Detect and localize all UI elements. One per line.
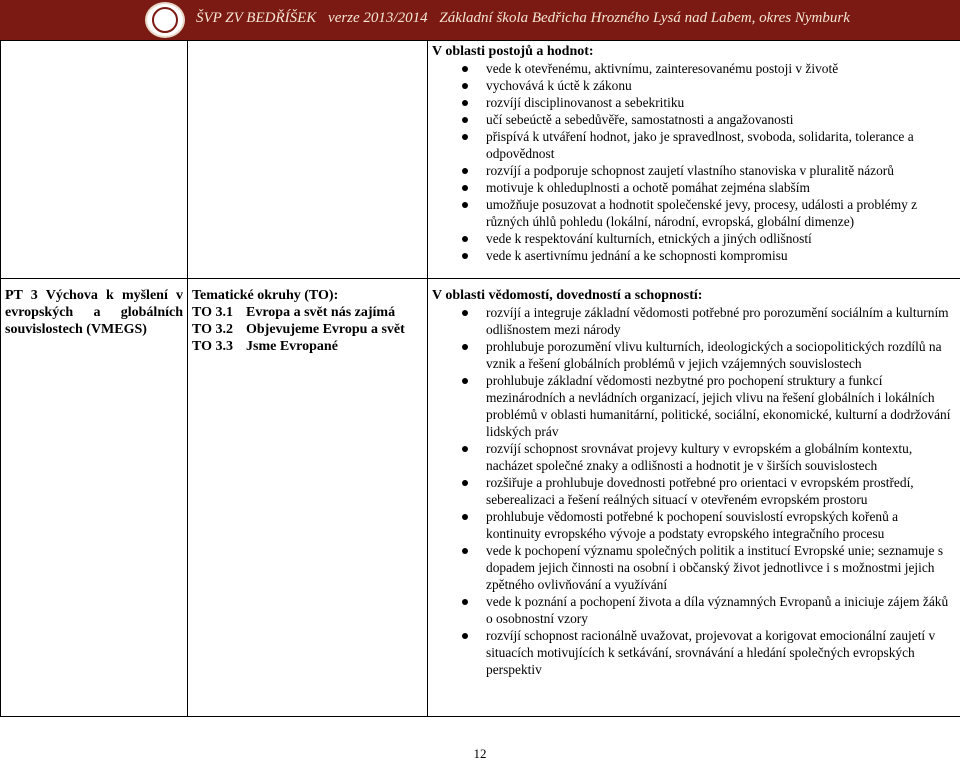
list-item: rozvíjí schopnost srovnávat projevy kultury v evropském a globálním kontextu, nacházet společné znaky a odlišnosti a hodnotit je v širších souvislostech — [432, 440, 956, 474]
header-program: ŠVP ZV BEDŘÍŠEK — [196, 10, 316, 26]
list-item: rozvíjí disciplinovanost a sebekritiku — [432, 94, 956, 111]
school-logo-icon — [145, 2, 185, 38]
list-item: prohlubuje porozumění vlivu kulturních, ideologických a sociopolitických rozdílů na vznik a řešení globálních problémů v jejich vzájemných souvislostech — [432, 338, 956, 372]
header-version: verze 2013/2014 — [328, 10, 428, 26]
list-item: vede k asertivnímu jednání a ke schopnosti kompromisu — [432, 247, 956, 264]
to-label: Evropa a svět nás zajímá — [246, 304, 395, 321]
to-item — [192, 338, 423, 355]
table-row — [1, 41, 960, 279]
empty-cell-pt — [1, 41, 188, 279]
header-title — [196, 10, 858, 27]
pt-title: PT 3 Výchova k myšlení v evropských a globálních souvislostech (VMEGS) — [5, 287, 183, 338]
to-label: Objevujeme Evropu a svět — [246, 321, 405, 338]
to-title: Tematické okruhy (TO): — [192, 287, 423, 304]
list-item: vede k otevřenému, aktivnímu, zainteresovanému postoji v životě — [432, 60, 956, 77]
pt-cell — [1, 279, 188, 717]
to-code: TO 3.1 — [192, 304, 246, 321]
attitudes-title: V oblasti postojů a hodnot: — [432, 43, 956, 60]
to-code: TO 3.3 — [192, 338, 246, 355]
list-item: rozvíjí schopnost racionálně uvažovat, projevovat a korigovat emocionální zaujetí v situacích motivujících k setkávání, srovnávání a hledání společných evropských perspektiv — [432, 627, 956, 678]
list-item: rozvíjí a integruje základní vědomosti potřebné pro porozumění sociálním a kulturním odlišnostem mezi národy — [432, 304, 956, 338]
list-item: prohlubuje vědomosti potřebné k pochopení souvislostí evropských kořenů a kontinuity evropského vývoje a podstaty evropského integračního procesu — [432, 508, 956, 542]
header-school: Základní škola Bedřicha Hrozného Lysá nad Labem, okres Nymburk — [439, 10, 850, 26]
to-item — [192, 321, 423, 338]
knowledge-title: V oblasti vědomostí, dovedností a schopností: — [432, 287, 956, 304]
list-item: učí sebeúctě a sebedůvěře, samostatnosti a angažovanosti — [432, 111, 956, 128]
list-item: vede k respektování kulturních, etnických a jiných odlišností — [432, 230, 956, 247]
table-row — [1, 279, 960, 717]
attitudes-list — [432, 60, 956, 264]
list-item: vychovává k úctě k zákonu — [432, 77, 956, 94]
to-code: TO 3.2 — [192, 321, 246, 338]
to-list — [192, 304, 423, 355]
list-item: motivuje k ohleduplnosti a ochotě pomáhat zejména slabším — [432, 179, 956, 196]
to-item — [192, 304, 423, 321]
page-number: 12 — [0, 746, 960, 762]
list-item: vede k pochopení významu společných politik a institucí Evropské unie; seznamuje s dopadem jejich činnosti na osobní i občanský život jednotlivce i s možnostmi jejich zpětného ovlivňování a využívání — [432, 542, 956, 593]
empty-cell-to — [188, 41, 428, 279]
list-item: vede k poznání a pochopení života a díla významných Evropanů a iniciuje zájem žáků o osobnostní vzory — [432, 593, 956, 627]
attitudes-cell — [428, 41, 960, 279]
knowledge-list — [432, 304, 956, 678]
to-label: Jsme Evropané — [246, 338, 338, 355]
list-item: prohlubuje základní vědomosti nezbytné pro pochopení struktury a funkcí mezinárodních a nevládních organizací, jejich vlivu na řešení globálních i lokálních problémů v oblasti humanitární, politické, sociální, ekonomické, kulturní a dodržování lidských práv — [432, 372, 956, 440]
list-item: rozvíjí a podporuje schopnost zaujetí vlastního stanoviska v pluralitě názorů — [432, 162, 956, 179]
list-item: přispívá k utváření hodnot, jako je spravedlnost, svoboda, solidarita, tolerance a odpovědnost — [432, 128, 956, 162]
knowledge-cell — [428, 279, 960, 717]
page-header — [0, 0, 960, 40]
curriculum-table — [0, 40, 960, 717]
list-item: rozšiřuje a prohlubuje dovednosti potřebné pro orientaci v evropském prostředí, seberealizaci a řešení reálných situací v otevřeném evropském prostoru — [432, 474, 956, 508]
to-cell — [188, 279, 428, 717]
list-item: umožňuje posuzovat a hodnotit společenské jevy, procesy, události a problémy z různých úhlů pohledu (lokální, národní, evropská, globální dimenze) — [432, 196, 956, 230]
